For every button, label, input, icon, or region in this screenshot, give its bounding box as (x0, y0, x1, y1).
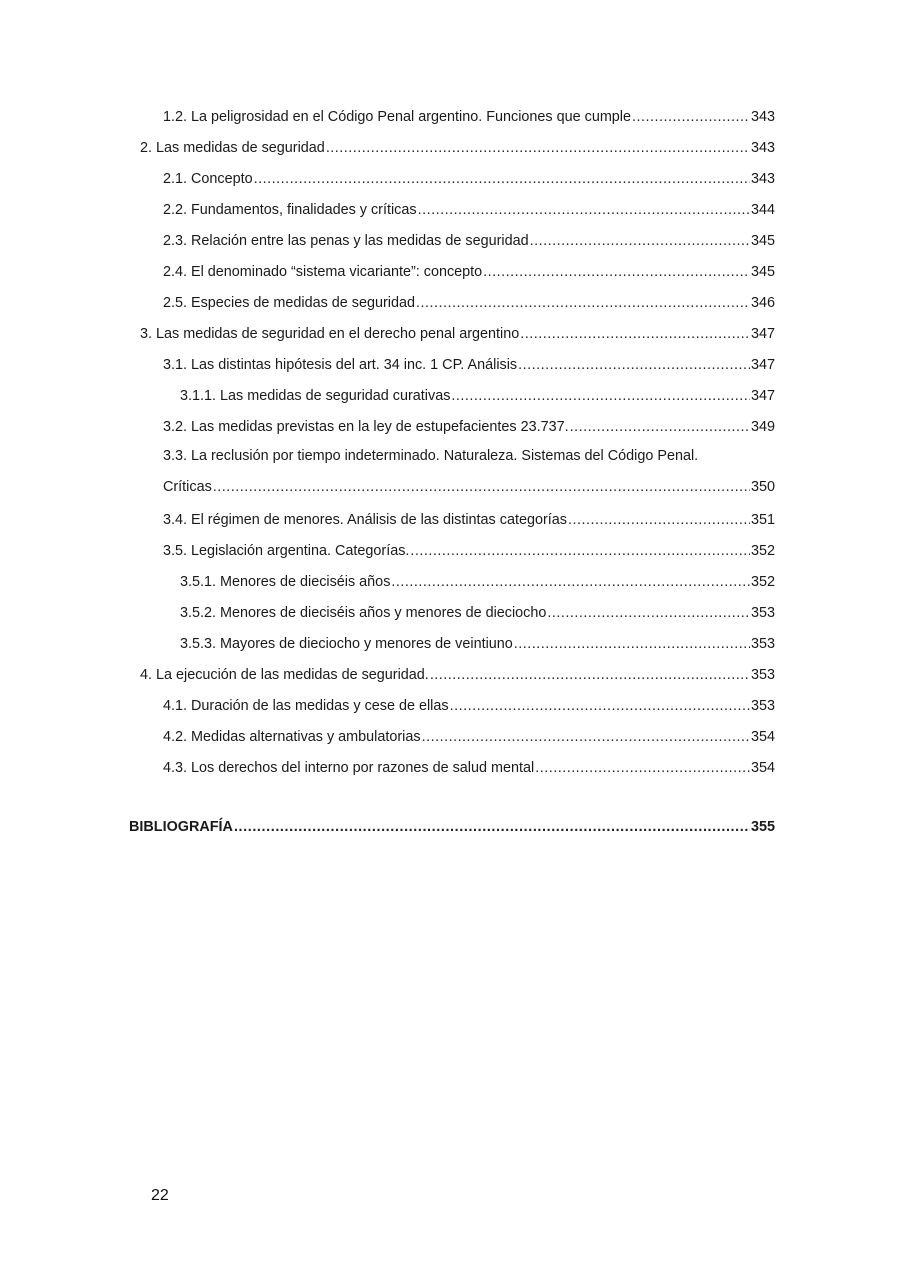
toc-entry-page: 351 (750, 512, 775, 528)
toc-entry-label: 4. La ejecución de las medidas de seguridad. (140, 667, 429, 683)
dot-leader (483, 262, 750, 282)
toc-entry[interactable] (163, 352, 775, 383)
toc-entry-label: 2.4. El denominado “sistema vicariante”: concepto (163, 264, 483, 280)
toc-entry-label: 2.1. Concepto (163, 171, 253, 187)
toc-entry-label: 4.3. Los derechos del interno por razones de salud mental (163, 760, 535, 776)
toc-entry-page: 347 (750, 388, 775, 404)
toc-entry-label: 1.2. La peligrosidad en el Código Penal argentino. Funciones que cumple (163, 109, 632, 125)
toc-entry[interactable] (163, 290, 775, 321)
toc-entry[interactable] (140, 321, 775, 352)
toc-entry-label: Críticas (163, 479, 212, 495)
dot-leader (213, 477, 750, 497)
toc-entry[interactable] (163, 414, 775, 445)
toc-entry-label: 3.2. Las medidas previstas en la ley de estupefacientes 23.737. (163, 419, 569, 435)
toc-entry-page: 349 (750, 419, 775, 435)
toc-entry[interactable] (163, 166, 775, 197)
toc-entry-label: 2. Las medidas de seguridad (140, 140, 325, 156)
dot-leader (326, 138, 750, 158)
toc-entry[interactable] (140, 662, 775, 693)
toc-entry-label: 3.1.1. Las medidas de seguridad curativas (180, 388, 451, 404)
toc-entry-label: 3.1. Las distintas hipótesis del art. 34 inc. 1 CP. Análisis (163, 357, 518, 373)
toc-entry-page: 345 (750, 233, 775, 249)
toc-entry-page: 347 (750, 357, 775, 373)
toc-entry-label: 2.5. Especies de medidas de seguridad (163, 295, 415, 311)
toc-entry-label: 4.2. Medidas alternativas y ambulatorias (163, 729, 421, 745)
toc-entry-page: 353 (750, 667, 775, 683)
toc-entry[interactable] (180, 383, 775, 414)
toc-entry-page: 353 (750, 636, 775, 652)
dot-leader (410, 541, 750, 561)
toc-entry-label: 3.5.1. Menores de dieciséis años (180, 574, 391, 590)
toc-entry-label: 4.1. Duración de las medidas y cese de ellas (163, 698, 449, 714)
toc-entry-page: 353 (750, 698, 775, 714)
toc-entry-label: 2.2. Fundamentos, finalidades y críticas (163, 202, 417, 218)
dot-leader (254, 169, 750, 189)
dot-leader (450, 696, 750, 716)
dot-leader (632, 107, 750, 127)
page-number: 22 (151, 1187, 169, 1204)
dot-leader (530, 231, 750, 251)
toc-entry-label: 3.3. La reclusión por tiempo indeterminado. Naturaleza. Sistemas del Código Penal. (163, 448, 699, 464)
toc-entry[interactable] (163, 104, 775, 135)
dot-leader (418, 200, 750, 220)
toc-entry-page: 352 (750, 543, 775, 559)
toc-entry[interactable] (163, 755, 775, 786)
toc-entry[interactable] (163, 259, 775, 290)
dot-leader (547, 603, 750, 623)
toc-entry-page: 353 (750, 605, 775, 621)
dot-leader (520, 324, 750, 344)
toc-entry[interactable] (163, 693, 775, 724)
dot-leader (570, 417, 750, 437)
toc-entry[interactable] (140, 135, 775, 166)
toc-entry-page: 354 (750, 760, 775, 776)
toc-entry-label: 3.5. Legislación argentina. Categorías. (163, 543, 410, 559)
dot-leader (568, 510, 750, 530)
toc-entry[interactable] (180, 631, 775, 662)
toc-entry-page: 350 (750, 479, 775, 495)
toc-entry[interactable] (180, 600, 775, 631)
toc-entry-page: 343 (750, 140, 775, 156)
toc-entry-page: 343 (750, 171, 775, 187)
dot-leader (234, 817, 750, 837)
toc-entry[interactable] (163, 538, 775, 569)
dot-leader (451, 386, 750, 406)
toc-entry-page: 352 (750, 574, 775, 590)
dot-leader (391, 572, 750, 592)
toc-entry-label: 3.4. El régimen de menores. Análisis de las distintas categorías (163, 512, 567, 528)
toc-entry[interactable] (163, 507, 775, 538)
toc-entry-page: 344 (750, 202, 775, 218)
toc-entry-page: 346 (750, 295, 775, 311)
toc-entry-page: 355 (750, 819, 775, 835)
toc-entry[interactable] (163, 724, 775, 755)
toc-entry-bibliography[interactable] (129, 817, 775, 837)
toc-entry-page: 354 (750, 729, 775, 745)
toc-entry-label: 2.3. Relación entre las penas y las medidas de seguridad (163, 233, 529, 249)
toc-entry-label: 3.5.3. Mayores de dieciocho y menores de veintiuno (180, 636, 513, 652)
toc-entry-page: 345 (750, 264, 775, 280)
toc-entry-label: 3.5.2. Menores de dieciséis años y menores de dieciocho (180, 605, 547, 621)
dot-leader (430, 665, 750, 685)
dot-leader (535, 758, 750, 778)
toc-entry-page: 343 (750, 109, 775, 125)
toc-entry-label: BIBLIOGRAFÍA (129, 819, 233, 835)
dot-leader (514, 634, 750, 654)
toc-entry-label: 3. Las medidas de seguridad en el derecho penal argentino (140, 326, 520, 342)
table-of-contents (0, 104, 906, 786)
dot-leader (416, 293, 750, 313)
dot-leader (518, 355, 750, 375)
toc-entry-page: 347 (750, 326, 775, 342)
toc-entry[interactable] (163, 445, 775, 507)
toc-entry[interactable] (180, 569, 775, 600)
toc-entry[interactable] (163, 228, 775, 259)
dot-leader (422, 727, 750, 747)
toc-entry[interactable] (163, 197, 775, 228)
